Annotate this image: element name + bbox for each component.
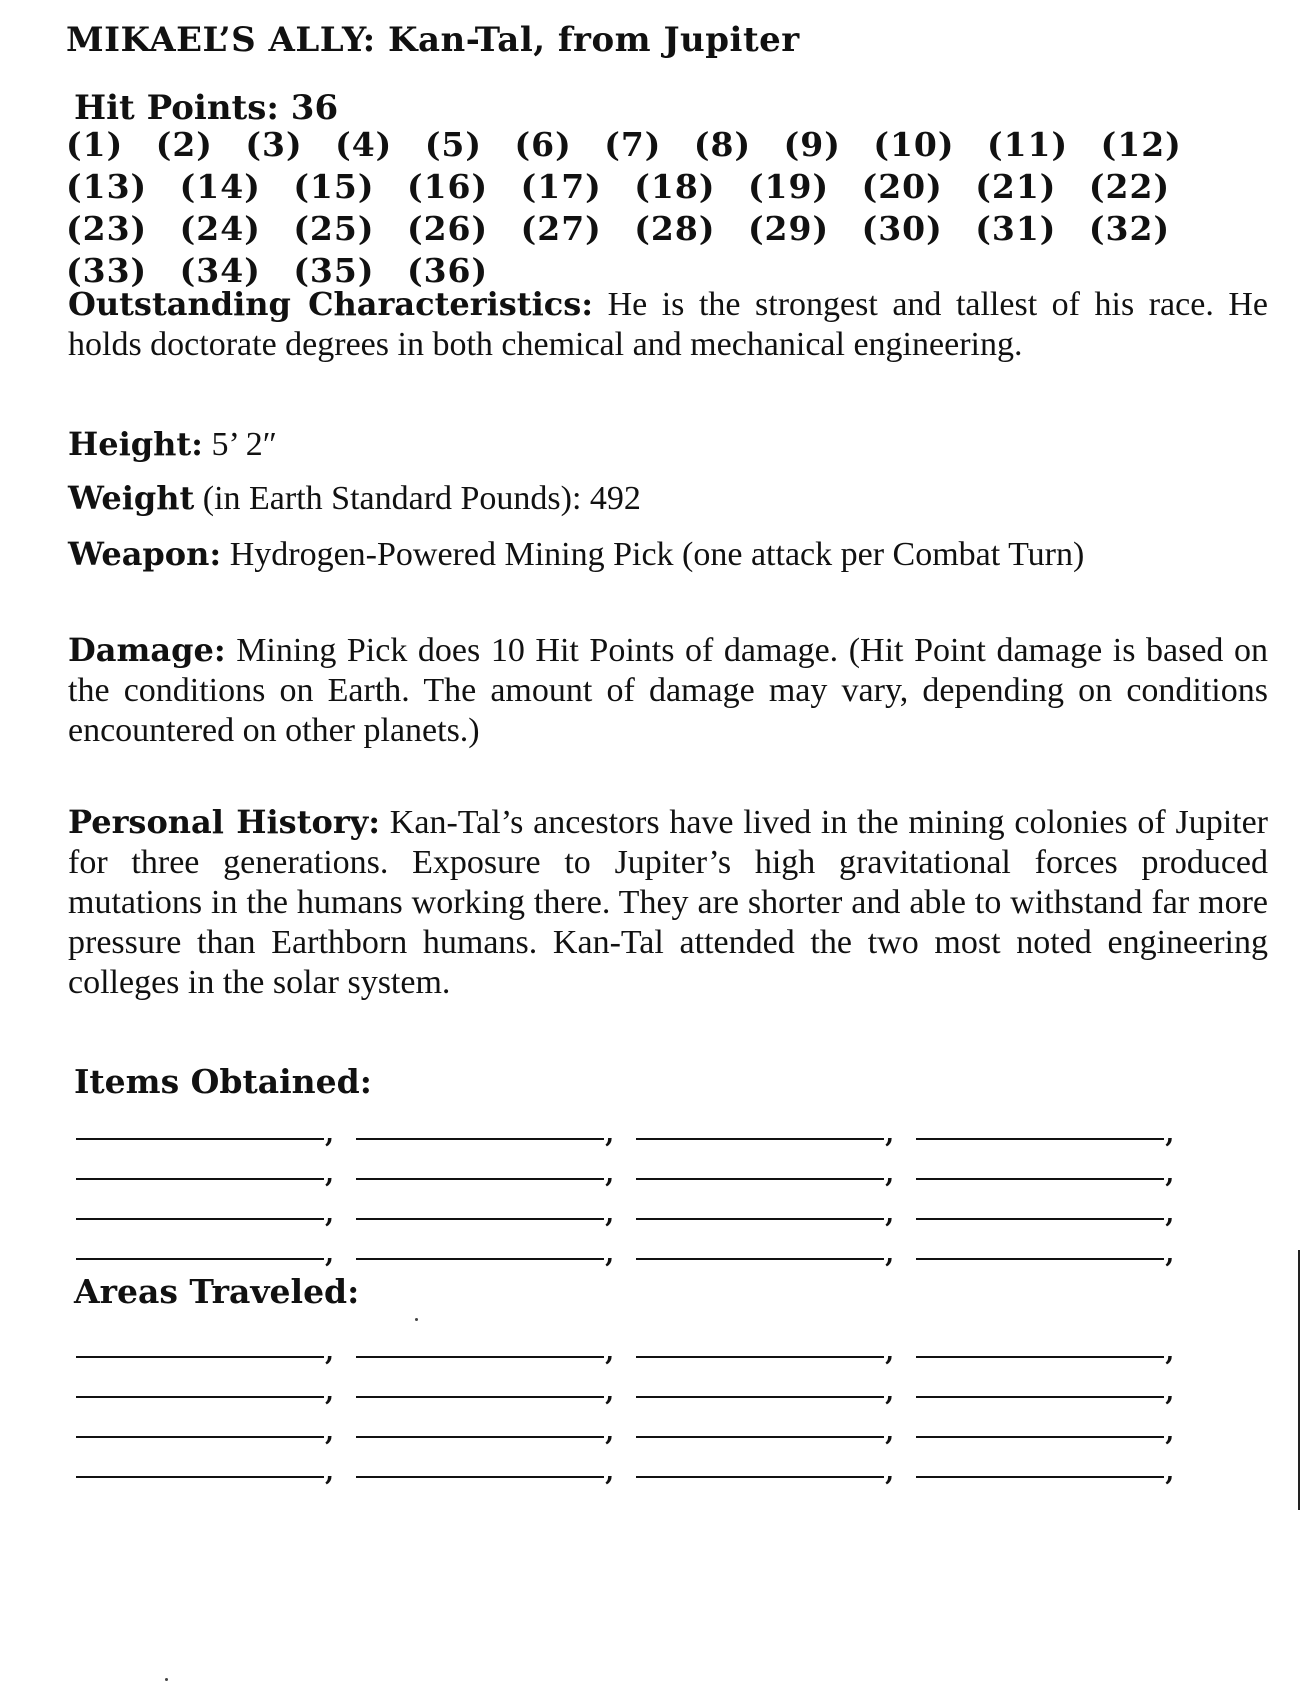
blank-line[interactable] — [356, 1258, 604, 1260]
weight-value: (in Earth Standard Pounds): 492 — [194, 480, 641, 517]
item-obtained-blank[interactable] — [356, 1158, 615, 1189]
blank-comma: , — [325, 1199, 335, 1229]
blank-comma: , — [605, 1417, 615, 1447]
blank-comma: , — [1165, 1417, 1175, 1447]
blank-line[interactable] — [916, 1178, 1164, 1180]
item-obtained-blank[interactable] — [916, 1198, 1175, 1229]
blank-comma: , — [885, 1159, 895, 1189]
area-traveled-blank[interactable] — [76, 1376, 335, 1407]
blank-line[interactable] — [76, 1476, 324, 1478]
area-traveled-blank[interactable] — [356, 1336, 615, 1367]
characteristics-text: He is the strongest and tallest of his race. He holds doctorate degrees in both chemical and mechanical engineering. — [68, 286, 1268, 363]
blank-line[interactable] — [636, 1138, 884, 1140]
blank-line[interactable] — [76, 1396, 324, 1398]
blank-comma: , — [605, 1377, 615, 1407]
area-traveled-blank[interactable] — [916, 1456, 1175, 1487]
blank-line[interactable] — [916, 1396, 1164, 1398]
blank-comma: , — [885, 1377, 895, 1407]
hit-point-box[interactable]: (35) — [293, 251, 375, 290]
blank-comma: , — [325, 1239, 335, 1269]
areas-traveled-heading: Areas Traveled: — [74, 1272, 360, 1311]
characteristics-paragraph — [68, 284, 1268, 365]
blank-line[interactable] — [76, 1356, 324, 1358]
blank-line[interactable] — [356, 1476, 604, 1478]
area-traveled-blank[interactable] — [76, 1416, 335, 1447]
areas-traveled-blanks — [76, 1322, 1196, 1487]
hit-point-box[interactable]: (4) — [335, 125, 393, 164]
blank-comma: , — [605, 1239, 615, 1269]
blank-line[interactable] — [356, 1396, 604, 1398]
area-traveled-blank[interactable] — [636, 1376, 895, 1407]
blank-comma: , — [325, 1159, 335, 1189]
item-obtained-blank[interactable] — [356, 1198, 615, 1229]
item-obtained-blank[interactable] — [636, 1238, 895, 1269]
hit-point-box[interactable]: (31) — [975, 209, 1057, 248]
blank-comma: , — [605, 1337, 615, 1367]
weight-label: Weight — [68, 479, 195, 517]
weight-line — [68, 478, 1268, 519]
item-obtained-blank[interactable] — [76, 1198, 335, 1229]
scan-edge-mark — [1298, 1250, 1300, 1510]
hit-point-box[interactable]: (28) — [634, 209, 716, 248]
blank-line[interactable] — [356, 1356, 604, 1358]
blank-comma: , — [605, 1199, 615, 1229]
item-obtained-row — [76, 1184, 1196, 1229]
item-obtained-row — [76, 1224, 1196, 1269]
area-traveled-blank[interactable] — [356, 1416, 615, 1447]
blank-comma: , — [325, 1457, 335, 1487]
item-obtained-row — [76, 1104, 1196, 1149]
area-traveled-row — [76, 1362, 1196, 1407]
blank-line[interactable] — [636, 1396, 884, 1398]
blank-comma: , — [605, 1159, 615, 1189]
blank-comma: , — [885, 1239, 895, 1269]
blank-comma: , — [325, 1417, 335, 1447]
area-traveled-row — [76, 1322, 1196, 1367]
hit-point-box[interactable]: (3) — [245, 125, 303, 164]
blank-line[interactable] — [636, 1178, 884, 1180]
hit-point-box[interactable]: (33) — [66, 251, 148, 290]
blank-line[interactable] — [76, 1436, 324, 1438]
scan-speck — [165, 1678, 168, 1681]
hit-point-box[interactable]: (1) — [66, 125, 124, 164]
blank-line[interactable] — [916, 1436, 1164, 1438]
hit-point-box[interactable]: (27) — [520, 209, 602, 248]
item-obtained-blank[interactable] — [916, 1118, 1175, 1149]
blank-line[interactable] — [636, 1356, 884, 1358]
area-traveled-blank[interactable] — [916, 1336, 1175, 1367]
blank-line[interactable] — [76, 1138, 324, 1140]
hit-point-box[interactable]: (36) — [406, 251, 489, 290]
blank-line[interactable] — [636, 1476, 884, 1478]
blank-line[interactable] — [916, 1138, 1164, 1140]
blank-line[interactable] — [636, 1436, 884, 1438]
history-label: Personal History: — [68, 803, 381, 841]
scan-speck — [415, 1318, 418, 1321]
damage-label: Damage: — [68, 631, 226, 669]
blank-comma: , — [325, 1377, 335, 1407]
weapon-label: Weapon: — [68, 535, 222, 573]
hit-point-box[interactable]: (18) — [634, 167, 716, 206]
hit-point-box[interactable]: (32) — [1088, 209, 1171, 248]
blank-line[interactable] — [356, 1436, 604, 1438]
hit-point-box[interactable]: (11) — [986, 125, 1069, 164]
item-obtained-blank[interactable] — [356, 1238, 615, 1269]
item-obtained-blank[interactable] — [76, 1118, 335, 1149]
hit-point-box[interactable]: (14) — [179, 167, 261, 206]
blank-comma: , — [885, 1119, 895, 1149]
item-obtained-blank[interactable] — [636, 1158, 895, 1189]
hit-point-box[interactable]: (19) — [747, 167, 830, 206]
blank-line[interactable] — [356, 1178, 604, 1180]
history-paragraph — [68, 802, 1268, 1003]
blank-comma: , — [885, 1417, 895, 1447]
page-title: MIKAEL’S ALLY: Kan-Tal, from Jupiter — [66, 20, 800, 60]
items-obtained-heading: Items Obtained: — [74, 1062, 372, 1101]
hit-point-box[interactable]: (25) — [293, 209, 375, 248]
area-traveled-blank[interactable] — [636, 1416, 895, 1447]
weapon-text: Hydrogen-Powered Mining Pick (one attack per Combat Turn) — [221, 536, 1085, 573]
blank-line[interactable] — [916, 1218, 1164, 1220]
item-obtained-blank[interactable] — [636, 1198, 895, 1229]
hit-point-box[interactable]: (12) — [1100, 125, 1182, 164]
hit-point-box[interactable]: (6) — [514, 125, 572, 164]
blank-comma: , — [605, 1119, 615, 1149]
area-traveled-blank[interactable] — [636, 1336, 895, 1367]
hit-point-box[interactable]: (24) — [179, 209, 261, 248]
item-obtained-blank[interactable] — [76, 1158, 335, 1189]
blank-comma: , — [1165, 1457, 1175, 1487]
blank-comma: , — [1165, 1239, 1175, 1269]
hit-point-box[interactable]: (20) — [861, 167, 943, 206]
hit-point-box[interactable]: (30) — [861, 209, 943, 248]
area-traveled-blank[interactable] — [916, 1376, 1175, 1407]
height-label: Height: — [68, 425, 203, 463]
hit-point-box[interactable]: (9) — [783, 125, 841, 164]
item-obtained-blank[interactable] — [636, 1118, 895, 1149]
hit-point-box[interactable]: (17) — [520, 167, 602, 206]
item-obtained-blank[interactable] — [76, 1238, 335, 1269]
damage-paragraph — [68, 630, 1268, 751]
hit-point-box[interactable]: (26) — [406, 209, 489, 248]
hit-point-boxes — [66, 124, 1236, 292]
area-traveled-blank[interactable] — [76, 1336, 335, 1367]
blank-comma: , — [885, 1457, 895, 1487]
hit-point-box[interactable]: (13) — [66, 167, 148, 206]
hit-point-box[interactable]: (5) — [424, 125, 483, 164]
height-value: 5’ 2″ — [202, 426, 277, 463]
area-traveled-blank[interactable] — [636, 1456, 895, 1487]
blank-comma: , — [1165, 1159, 1175, 1189]
item-obtained-row — [76, 1144, 1196, 1189]
blank-line[interactable] — [356, 1218, 604, 1220]
items-obtained-blanks — [76, 1104, 1196, 1269]
blank-comma: , — [885, 1199, 895, 1229]
area-traveled-row — [76, 1442, 1196, 1487]
area-traveled-blank[interactable] — [916, 1416, 1175, 1447]
item-obtained-blank[interactable] — [916, 1158, 1175, 1189]
blank-comma: , — [1165, 1377, 1175, 1407]
hit-point-box[interactable]: (21) — [975, 167, 1057, 206]
blank-line[interactable] — [916, 1476, 1164, 1478]
area-traveled-blank[interactable] — [356, 1376, 615, 1407]
hit-point-box[interactable]: (16) — [406, 167, 489, 206]
hit-points-heading: Hit Points: 36 — [74, 88, 339, 128]
blank-line[interactable] — [636, 1258, 884, 1260]
area-traveled-row — [76, 1402, 1196, 1447]
blank-line[interactable] — [76, 1218, 324, 1220]
blank-comma: , — [1165, 1119, 1175, 1149]
blank-line[interactable] — [356, 1138, 604, 1140]
history-text: Kan-Tal’s ancestors have lived in the mining colonies of Jupiter for three generations. Exposure to Jupiter’s high gravitational forces produced mutations in the humans working there. They are shorter and able to withstand far more pressure than Earthborn humans. Kan-Tal attended the two most noted engineering colleges in the solar system. — [68, 804, 1268, 1001]
blank-line[interactable] — [916, 1356, 1164, 1358]
item-obtained-blank[interactable] — [356, 1118, 615, 1149]
hit-point-box[interactable]: (2) — [155, 125, 213, 164]
blank-comma: , — [885, 1337, 895, 1367]
item-obtained-blank[interactable] — [916, 1238, 1175, 1269]
blank-line[interactable] — [76, 1258, 324, 1260]
damage-text: Mining Pick does 10 Hit Points of damage. (Hit Point damage is based on the conditions on Earth. The amount of damage may vary, depending on conditions encountered on other planets.) — [68, 632, 1268, 749]
area-traveled-blank[interactable] — [76, 1456, 335, 1487]
weapon-paragraph — [68, 534, 1268, 575]
hit-point-box[interactable]: (23) — [66, 209, 148, 248]
blank-comma: , — [605, 1457, 615, 1487]
hit-point-box[interactable]: (8) — [693, 125, 752, 164]
height-line — [68, 424, 1268, 465]
characteristics-label: Outstanding Characteristics: — [68, 285, 594, 323]
blank-comma: , — [325, 1119, 335, 1149]
hit-point-box[interactable]: (34) — [179, 251, 261, 290]
blank-comma: , — [1165, 1199, 1175, 1229]
hit-point-box[interactable]: (15) — [293, 167, 375, 206]
blank-line[interactable] — [76, 1178, 324, 1180]
blank-line[interactable] — [916, 1258, 1164, 1260]
area-traveled-blank[interactable] — [356, 1456, 615, 1487]
hit-point-box[interactable]: (10) — [873, 125, 955, 164]
blank-comma: , — [325, 1337, 335, 1367]
hit-point-box[interactable]: (7) — [604, 125, 662, 164]
blank-line[interactable] — [636, 1218, 884, 1220]
hit-point-box[interactable]: (22) — [1088, 167, 1171, 206]
hit-point-box[interactable]: (29) — [747, 209, 830, 248]
blank-comma: , — [1165, 1337, 1175, 1367]
